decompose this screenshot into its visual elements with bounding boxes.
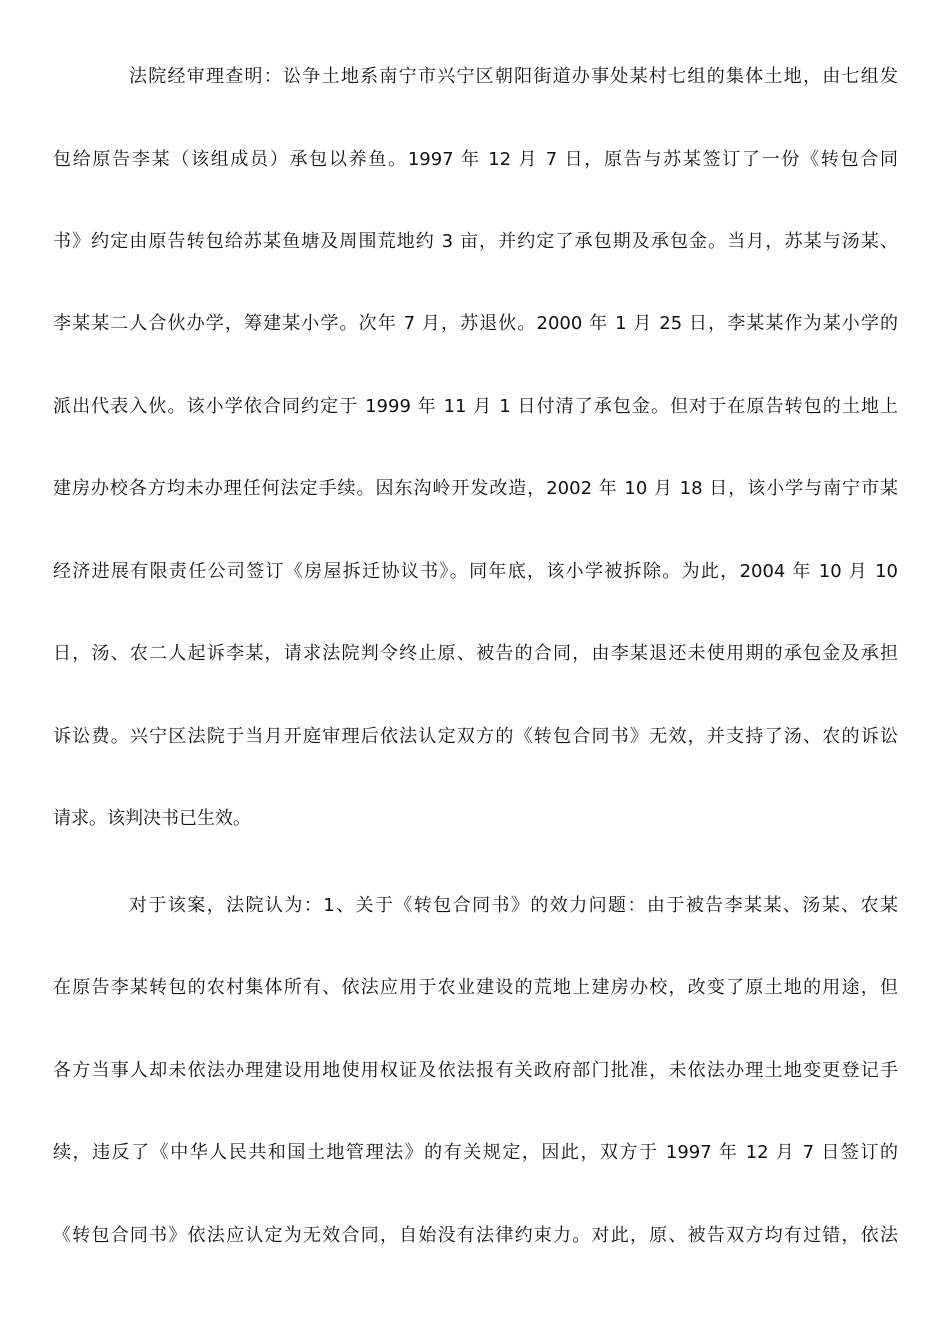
paragraph-line: 续，违反了《中华人民共和国土地管理法》的有关规定，因此，双方于 1997 年 12 月 7 日签订的: [53, 1142, 898, 1163]
paragraph-line: 日，汤、农二人起诉李某，请求法院判令终止原、被告的合同，由李某退还未使用期的承包金及承担: [53, 643, 898, 664]
paragraph-line: 包给原告李某（该组成员）承包以养鱼。1997 年 12 月 7 日，原告与苏某签订了一份《转包合同: [53, 149, 898, 170]
paragraph-line: 在原告李某转包的农村集体所有、依法应用于农业建设的荒地上建房办校，改变了原土地的用途，但: [53, 977, 898, 998]
paragraph-line: 建房办校各方均未办理任何法定手续。因东沟岭开发改造，2002 年 10 月 18 日，该小学与南宁市某: [53, 478, 898, 499]
paragraph-line: 各方当事人却未依法办理建设用地使用权证及依法报有关政府部门批准，未依法办理土地变更登记手: [53, 1060, 898, 1081]
paragraph-line: 对于该案，法院认为：1、关于《转包合同书》的效力问题：由于被告李某某、汤某、农某: [129, 895, 898, 916]
paragraph-line: 法院经审理查明：讼争土地系南宁市兴宁区朝阳街道办事处某村七组的集体土地，由七组发: [129, 66, 898, 87]
paragraph-line: 诉讼费。兴宁区法院于当月开庭审理后依法认定双方的《转包合同书》无效，并支持了汤、农的诉讼: [53, 726, 898, 747]
paragraph-line: 《转包合同书》依法应认定为无效合同，自始没有法律约束力。对此，原、被告双方均有过错，依法: [53, 1225, 898, 1246]
paragraph-line: 李某某二人合伙办学，筹建某小学。次年 7 月，苏退伙。2000 年 1 月 25 日，李某某作为某小学的: [53, 313, 898, 334]
paragraph-line: 请求。该判决书已生效。: [53, 808, 251, 829]
paragraph-line: 派出代表入伙。该小学依合同约定于 1999 年 11 月 1 日付清了承包金。但对于在原告转包的土地上: [53, 396, 898, 417]
paragraph-line: 经济进展有限责任公司签订《房屋拆迁协议书》。同年底，该小学被拆除。为此，2004 年 10 月 10: [53, 561, 898, 582]
paragraph-line: 书》约定由原告转包给苏某鱼塘及周围荒地约 3 亩，并约定了承包期及承包金。当月，苏某与汤某、: [53, 231, 898, 252]
